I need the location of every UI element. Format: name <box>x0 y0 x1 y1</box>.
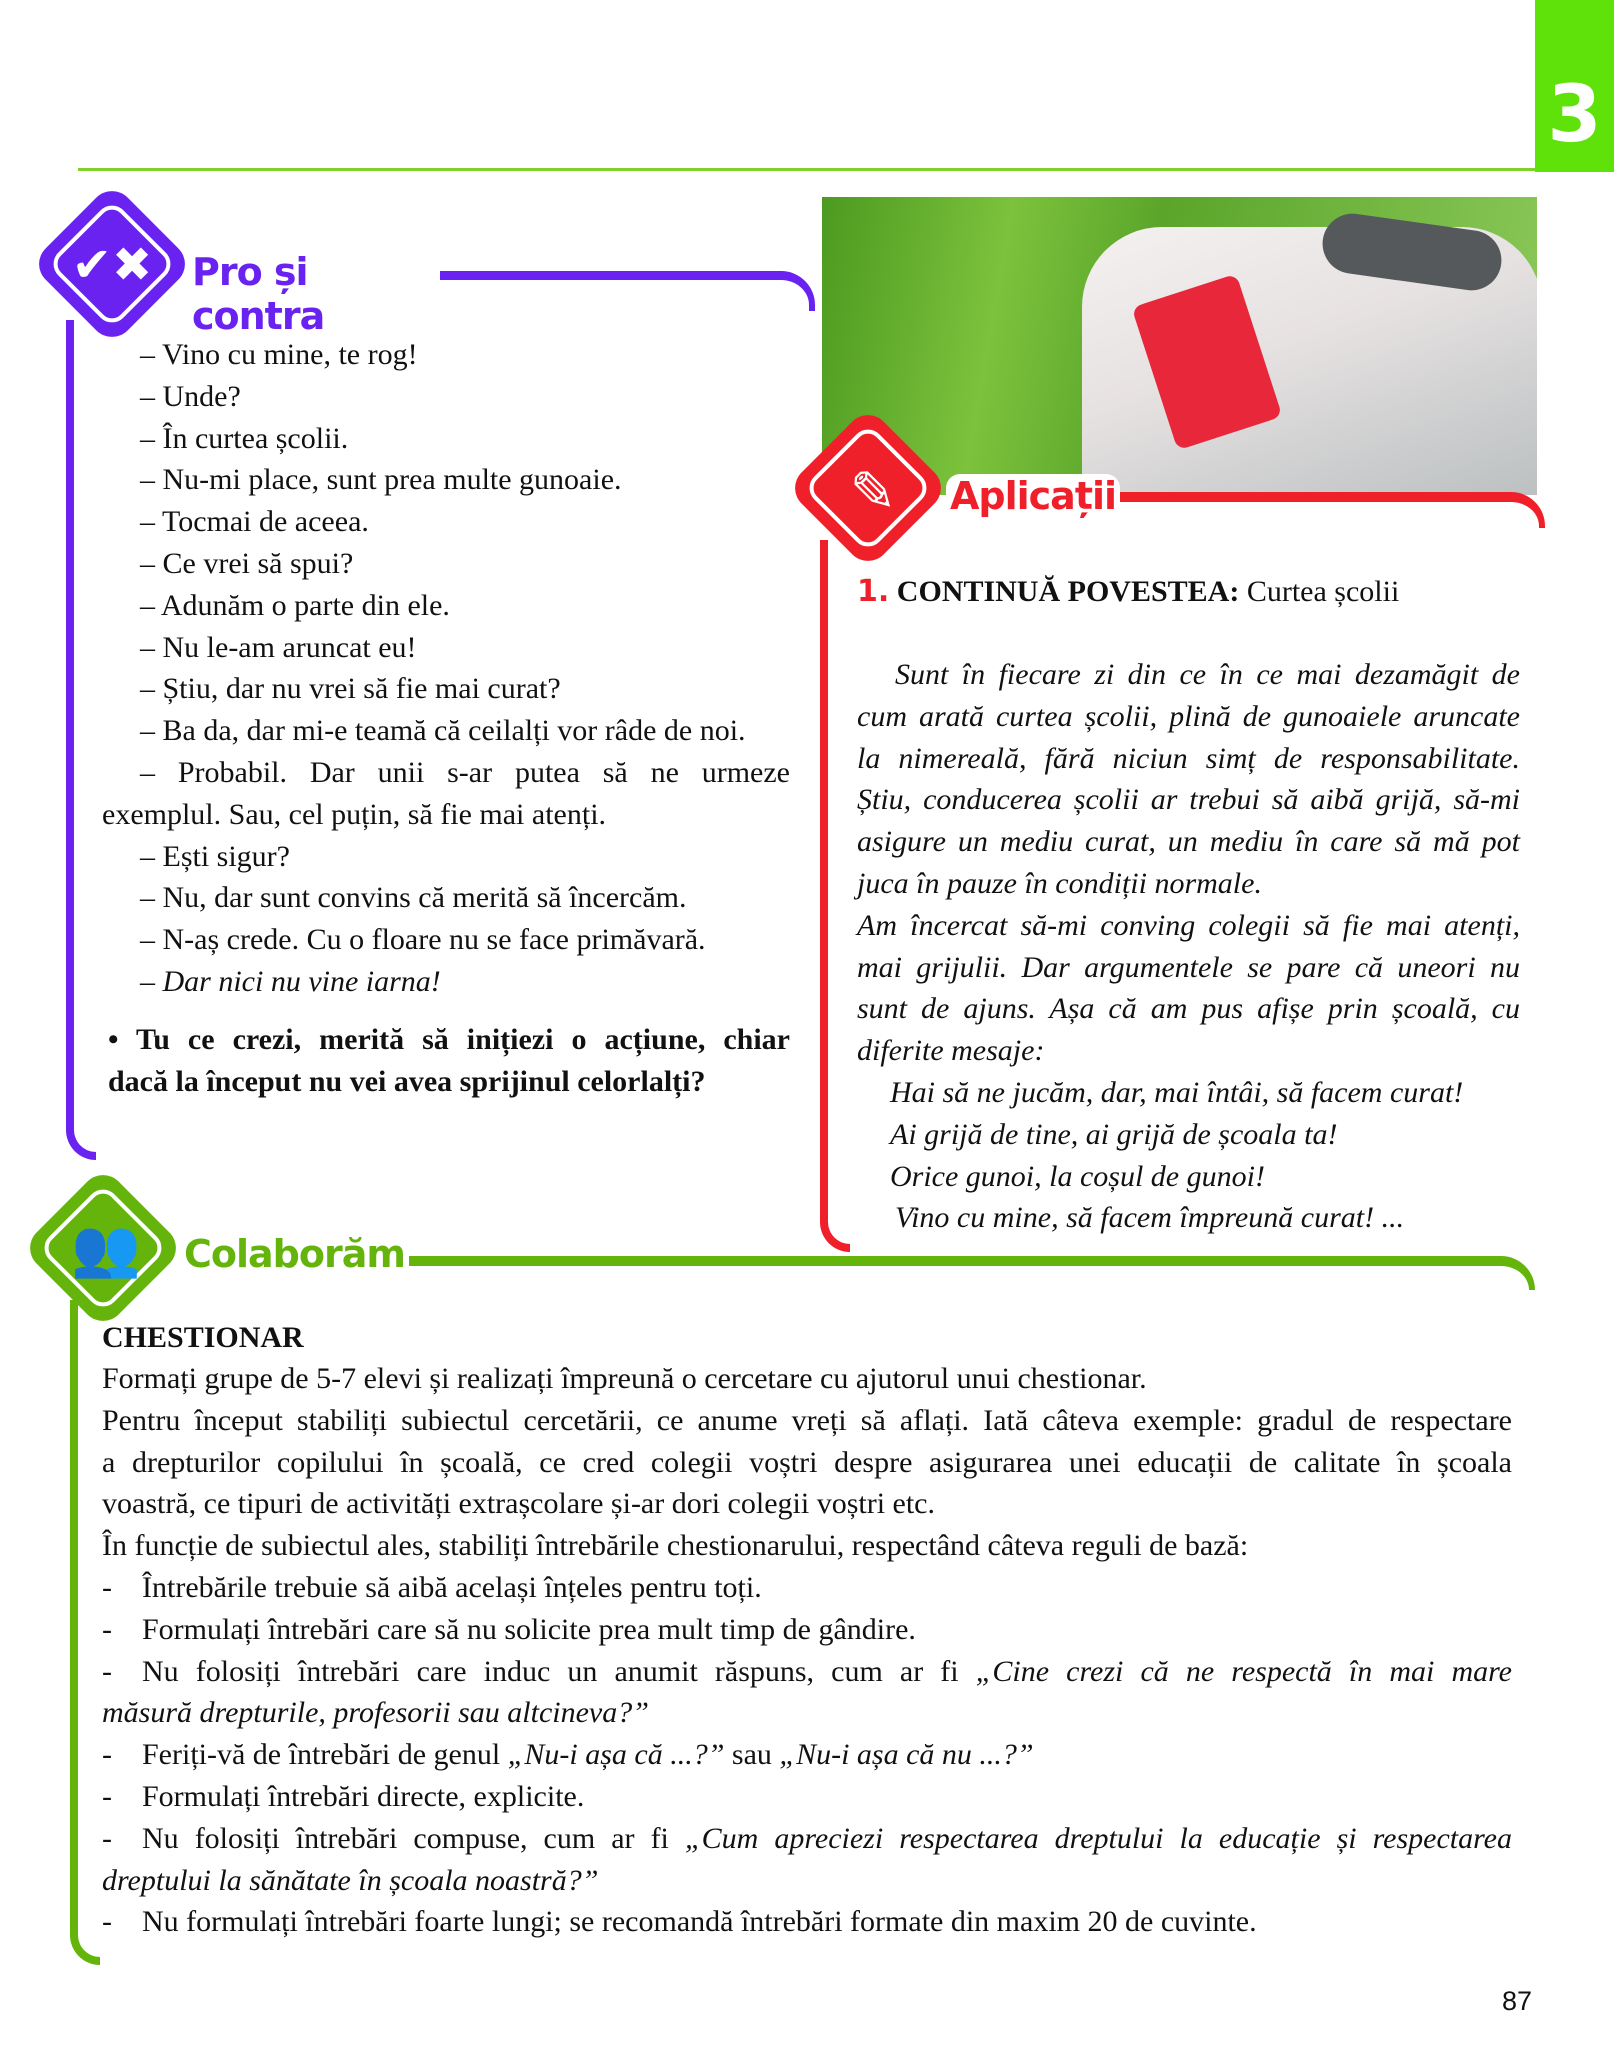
rule-text: Formulați întrebări directe, explicite. <box>142 1780 585 1813</box>
rule-text: Întrebările trebuie să aibă același înțeles pentru toți. <box>142 1571 762 1604</box>
task-heading <box>857 571 1399 613</box>
rule-line <box>142 1734 1034 1776</box>
rule-text: Nu formulați întrebări foarte lungi; se recomandă întrebări formate din maxim 20 de cuvinte. <box>142 1905 1257 1939</box>
bullet-dash: - <box>102 1654 112 1688</box>
story-line: Am încercat să-mi conving colegii să fie mai atenți, <box>857 908 1520 942</box>
instruction-line: voastră, ce tipuri de activități extrașcolare și-ar dori colegii voștri etc. <box>102 1487 935 1521</box>
discussion-question: • Tu ce crezi, merită să inițiezi o acțiune, chiar <box>108 1023 790 1056</box>
rule-line <box>142 1651 1512 1693</box>
chapter-tab <box>1535 0 1614 172</box>
dialogue-line: – Probabil. Dar unii s-ar putea să ne urmeze <box>140 756 790 789</box>
dialogue-line: – Ești sigur? <box>140 839 290 873</box>
slogan-line: Vino cu mine, să facem împreună curat! ... <box>895 1201 1405 1235</box>
page-number: 87 <box>1502 1986 1533 2016</box>
section-title: Colaborăm <box>180 1232 409 1276</box>
notepad-pencil-icon: ✎ <box>849 460 897 525</box>
rule-line <box>142 1609 916 1651</box>
rule-line <box>142 1776 584 1818</box>
rule-line <box>142 1567 762 1609</box>
story-line: asigure un mediu curat, un mediu în care să mă pot <box>857 825 1520 859</box>
instruction-line: a drepturilor copilului în școală, ce cred colegii voștri despre asigurarea unei educații de calitate în școala <box>102 1445 1512 1479</box>
garbage-bag-photo <box>822 197 1537 495</box>
slogan-line: Orice gunoi, la coșul de gunoi! <box>890 1159 1265 1193</box>
rule-example: „Nu-i așa că ...?” <box>507 1738 725 1772</box>
chestionar-heading: CHESTIONAR <box>102 1321 304 1354</box>
dialogue-line: – Unde? <box>140 379 241 413</box>
check-x-icon: ✔✖ <box>71 237 153 293</box>
bullet-dash: - <box>102 1905 112 1939</box>
dialogue-line: – Tocmai de aceea. <box>140 505 369 539</box>
bullet-dash: - <box>102 1738 112 1772</box>
dialogue-line: – Nu le-am aruncat eu! <box>140 630 417 664</box>
chapter-number: 3 <box>1547 70 1602 160</box>
section-title: Aplicații <box>946 474 1120 518</box>
dialogue-line: – Ce vrei să spui? <box>140 547 354 580</box>
bullet-dash: - <box>102 1571 112 1604</box>
pro-contra-border <box>66 320 96 1160</box>
rule-text: Nu folosiți întrebări care induc un anumit răspuns, cum ar fi <box>142 1654 976 1688</box>
colaboram-rule <box>400 1256 1535 1290</box>
group-people-icon: 👥 <box>71 1216 141 1281</box>
story-line: Știu, conducerea școlii ar trebui să aibă grijă, să-mi <box>857 783 1520 817</box>
dialogue-line: – N-aș crede. Cu o floare nu se face primăvară. <box>140 923 706 957</box>
dialogue-line: – Ba da, dar mi-e teamă că ceilalți vor râde de noi. <box>140 714 746 748</box>
rule-line <box>142 1901 1257 1943</box>
bullet-dash: - <box>102 1821 112 1855</box>
slogan-line: Ai grijă de tine, ai grijă de școala ta! <box>890 1117 1338 1151</box>
rule-example: „Cine crezi că ne respectă în mai mare <box>975 1654 1512 1688</box>
dialogue-line: – Vino cu mine, te rog! <box>140 338 418 371</box>
aplicatii-border <box>820 540 850 1252</box>
rule-example-continued: măsură drepturile, profesorii sau altcineva?” <box>102 1696 649 1730</box>
dialogue-line: exemplul. Sau, cel puțin, să fie mai atenți. <box>102 797 607 831</box>
story-line: cum arată curtea școlii, plină de gunoaiele aruncate <box>857 699 1520 733</box>
section-title: Pro și contra <box>192 250 325 338</box>
dialogue-line: – Știu, dar nu vrei să fie mai curat? <box>140 672 561 706</box>
dialogue-line: – Dar nici nu vine iarna! <box>140 965 441 998</box>
story-line: la nimereală, fără niciun simț de responsabilitate. <box>857 741 1520 775</box>
dialogue-line: – Nu-mi place, sunt prea multe gunoaie. <box>140 463 622 497</box>
rule-text: Formulați întrebări care să nu solicite prea mult timp de gândire. <box>142 1612 916 1646</box>
story-line: juca în pauze în condiții normale. <box>857 867 1262 900</box>
dialogue-line: – În curtea școlii. <box>140 421 349 455</box>
task-label: CONTINUĂ POVESTEA: <box>896 575 1240 608</box>
story-line: diferite mesaje: <box>857 1034 1045 1068</box>
header-divider <box>78 168 1535 171</box>
colaboram-border <box>70 1300 100 1965</box>
task-topic: Curtea școlii <box>1246 575 1400 608</box>
rule-text: sau <box>724 1738 780 1772</box>
instruction-line: Pentru început stabiliți subiectul cercetării, ce anume vreți să aflați. Iată câteva exemple: gradul de respectare <box>102 1403 1512 1437</box>
rule-text: Feriți-vă de întrebări de genul <box>142 1738 508 1772</box>
rule-line <box>142 1818 1512 1860</box>
rule-text: Nu folosiți întrebări compuse, cum ar fi <box>142 1821 685 1855</box>
rule-example: „Cum apreciezi respectarea dreptului la educație și respectarea <box>684 1821 1512 1855</box>
pro-contra-rule <box>440 271 815 311</box>
dialogue-line: – Nu, dar sunt convins că merită să încercăm. <box>140 881 687 915</box>
slogan-line: Hai să ne jucăm, dar, mai întâi, să facem curat! <box>890 1076 1464 1109</box>
story-line: mai grijulii. Dar argumentele se pare că uneori nu <box>857 950 1520 984</box>
rule-example-continued: dreptului la sănătate în școala noastră?” <box>102 1863 599 1897</box>
instruction-line: Formați grupe de 5-7 elevi și realizați împreună o cercetare cu ajutorul unui chestionar. <box>102 1362 1147 1395</box>
bullet-dash: - <box>102 1612 112 1646</box>
rule-example: „Nu-i așa că nu ...?” <box>779 1738 1034 1772</box>
dialogue-line: – Adunăm o parte din ele. <box>140 588 450 622</box>
instruction-line: În funcție de subiectul ales, stabiliți întrebările chestionarului, respectând câteva reguli de bază: <box>102 1529 1249 1563</box>
story-line: Sunt în fiecare zi din ce în ce mai dezamăgit de <box>895 658 1520 691</box>
discussion-question: dacă la început nu vei avea sprijinul celorlalți? <box>108 1064 706 1098</box>
bullet-dash: - <box>102 1780 112 1813</box>
task-number: 1. <box>857 574 890 609</box>
story-line: sunt de ajuns. Așa că am pus afișe prin școală, cu <box>857 992 1520 1026</box>
